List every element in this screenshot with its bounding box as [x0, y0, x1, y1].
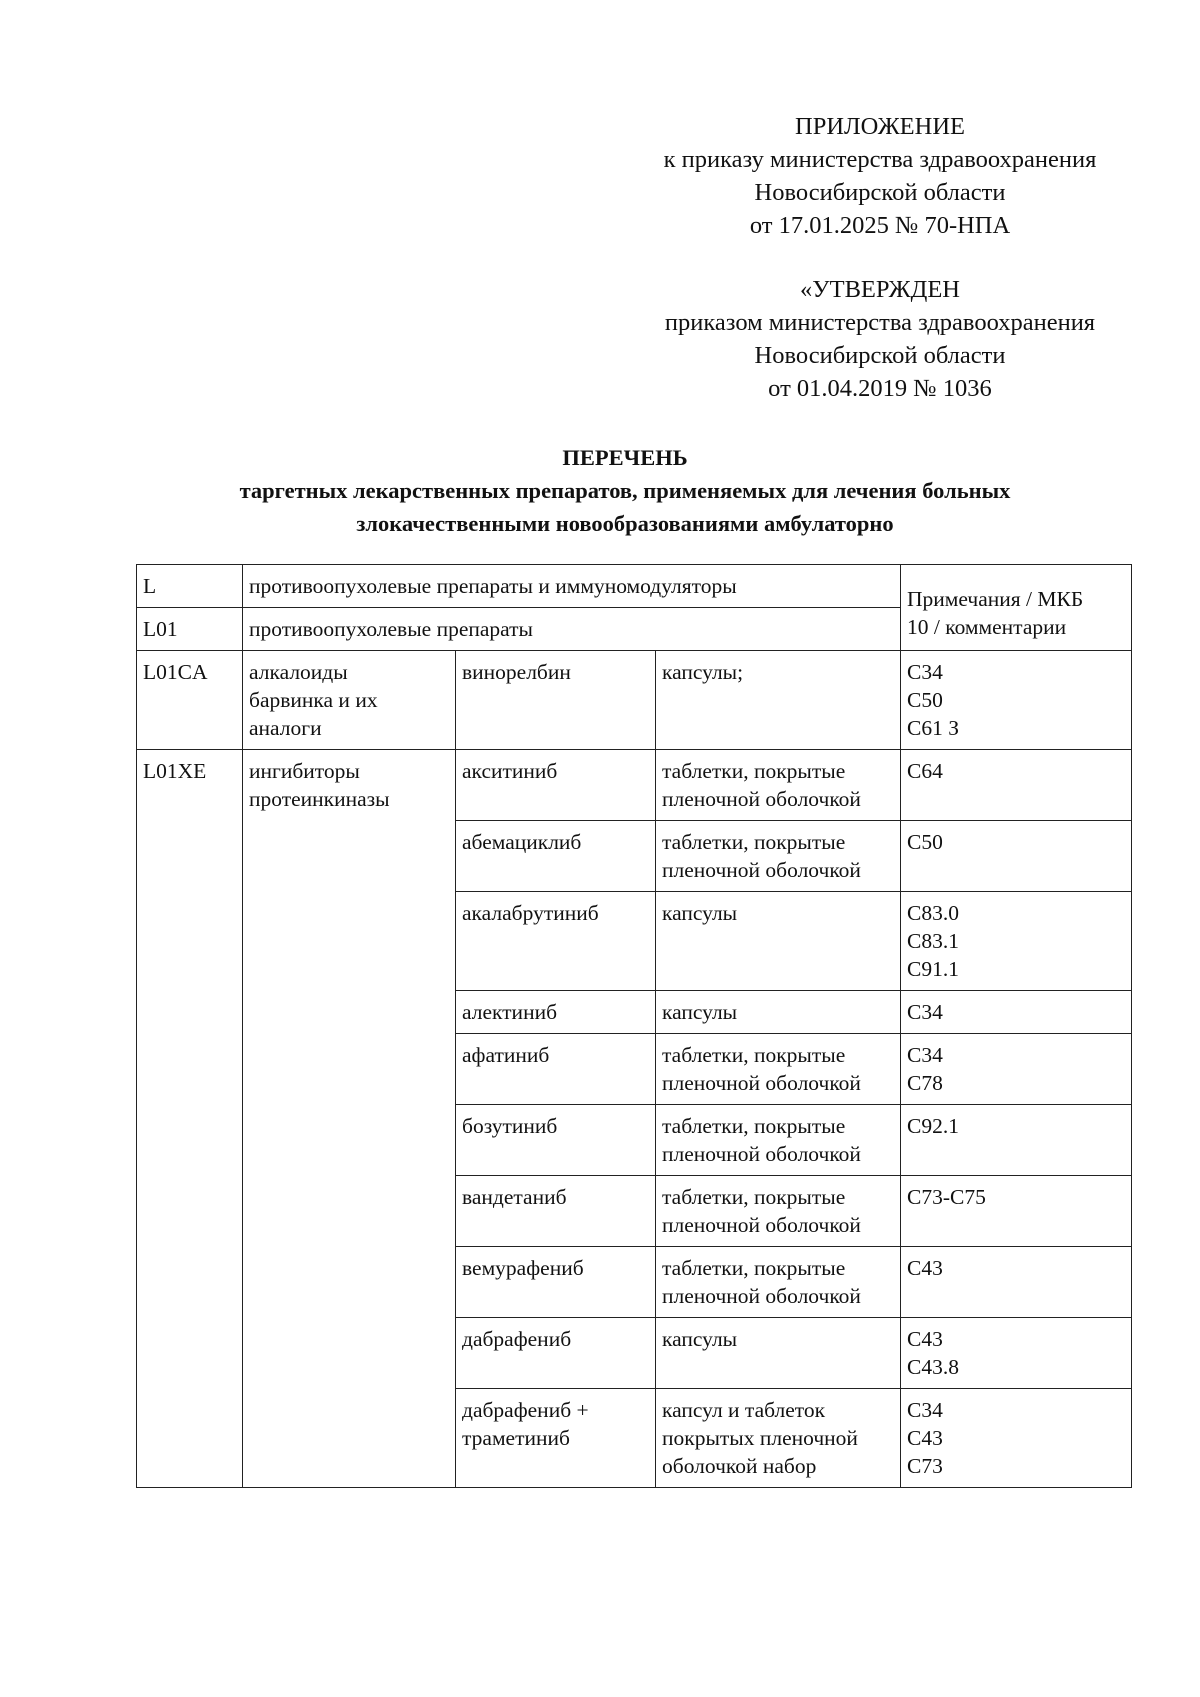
appendix-line: к приказу министерства здравоохранения — [663, 146, 1097, 173]
drug-name-cell: афатиниб — [456, 1034, 656, 1105]
icd-cell: С43 — [901, 1247, 1132, 1318]
table-row — [137, 651, 1132, 750]
approved-line: Новосибирской области — [754, 342, 1006, 369]
icd-cell: С50 — [901, 821, 1132, 892]
dosage-form-cell: капсулы — [656, 1318, 901, 1389]
approved-date: от 01.04.2019 № 1036 — [768, 375, 992, 402]
title-line: злокачественными новообразованиями амбулаторно — [356, 511, 894, 536]
title-heading: ПЕРЕЧЕНЬ — [562, 445, 688, 470]
title-line: таргетных лекарственных препаратов, применяемых для лечения больных — [239, 478, 1011, 503]
dosage-form-cell: таблетки, покрытые пленочной оболочкой — [656, 1034, 901, 1105]
icd-cell: С43 С43.8 — [901, 1318, 1132, 1389]
table-row — [137, 750, 1132, 821]
icd-cell: С34 С43 С73 — [901, 1389, 1132, 1488]
icd-cell: С92.1 — [901, 1105, 1132, 1176]
atc-group-cell: алкалоиды барвинка и их аналоги — [243, 651, 456, 750]
dosage-form-cell: капсулы — [656, 991, 901, 1034]
dosage-form-cell: таблетки, покрытые пленочной оболочкой — [656, 1176, 901, 1247]
atc-code-cell: L01 — [137, 608, 243, 651]
atc-code-cell: L01CA — [137, 651, 243, 750]
dosage-form-cell: капсул и таблеток покрытых пленочной оболочкой набор — [656, 1389, 901, 1488]
appendix-line: Новосибирской области — [754, 179, 1006, 206]
drug-name-cell: алектиниб — [456, 991, 656, 1034]
icd-cell: С34 С50 С61 З — [901, 651, 1132, 750]
drug-name-cell: бозутиниб — [456, 1105, 656, 1176]
notes-header-cell: Примечания / МКБ 10 / комментарии — [901, 565, 1132, 651]
atc-group-cell: ингибиторы протеинкиназы — [243, 750, 456, 1488]
icd-cell: С34 — [901, 991, 1132, 1034]
approved-title: «УТВЕРЖДЕН — [800, 276, 960, 303]
dosage-form-cell: таблетки, покрытые пленочной оболочкой — [656, 750, 901, 821]
drug-name-cell: вандетаниб — [456, 1176, 656, 1247]
dosage-form-cell: таблетки, покрытые пленочной оболочкой — [656, 1105, 901, 1176]
document-header — [560, 110, 1200, 405]
drug-name-cell: абемациклиб — [456, 821, 656, 892]
atc-group-cell: противоопухолевые препараты и иммуномодуляторы — [243, 565, 901, 608]
drug-name-cell: винорелбин — [456, 651, 656, 750]
icd-cell: С34 С78 — [901, 1034, 1132, 1105]
icd-cell: С64 — [901, 750, 1132, 821]
appendix-title: ПРИЛОЖЕНИЕ — [795, 113, 965, 140]
icd-cell: С73-С75 — [901, 1176, 1132, 1247]
appendix-date: от 17.01.2025 № 70-НПА — [749, 212, 1011, 239]
approved-line: приказом министерства здравоохранения — [664, 309, 1096, 336]
drug-name-cell: дабрафениб — [456, 1318, 656, 1389]
drug-name-cell: акситиниб — [456, 750, 656, 821]
icd-cell: С83.0 С83.1 С91.1 — [901, 892, 1132, 991]
dosage-form-cell: капсулы — [656, 892, 901, 991]
drug-name-cell: дабрафениб + траметиниб — [456, 1389, 656, 1488]
atc-group-cell: противоопухолевые препараты — [243, 608, 901, 651]
dosage-form-cell: таблетки, покрытые пленочной оболочкой — [656, 821, 901, 892]
atc-code-cell: L — [137, 565, 243, 608]
atc-code-cell: L01XE — [137, 750, 243, 1488]
table-row — [137, 565, 1132, 608]
drug-name-cell: акалабрутиниб — [456, 892, 656, 991]
document-title — [100, 441, 1150, 540]
dosage-form-cell: таблетки, покрытые пленочной оболочкой — [656, 1247, 901, 1318]
dosage-form-cell: капсулы; — [656, 651, 901, 750]
drug-table — [136, 564, 1132, 1488]
drug-name-cell: вемурафениб — [456, 1247, 656, 1318]
